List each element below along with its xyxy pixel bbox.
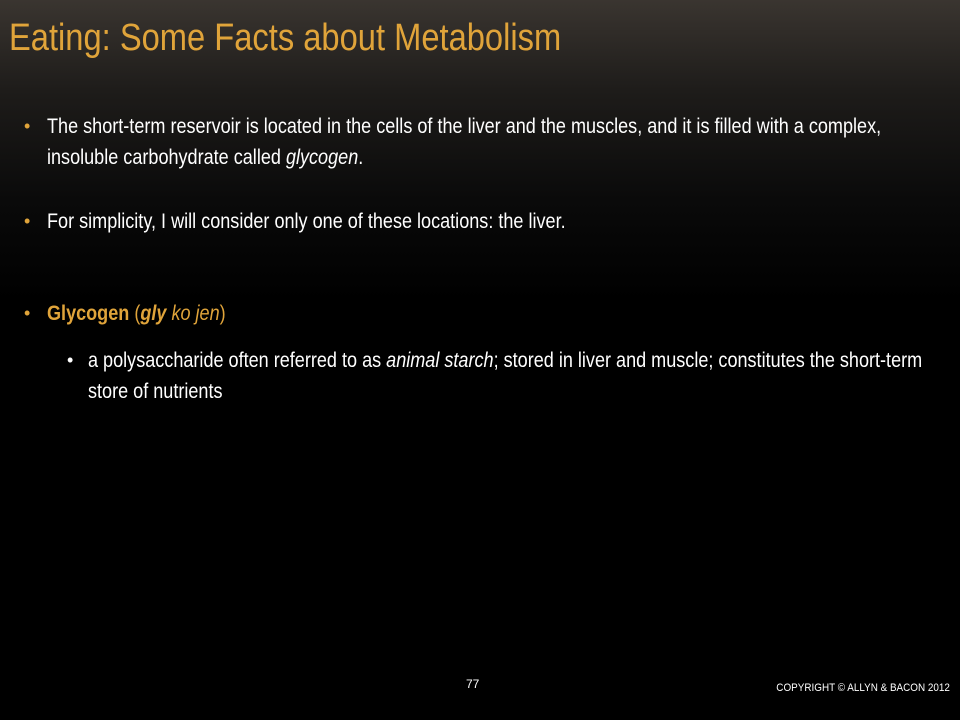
bullet-dot-icon: • — [24, 211, 31, 231]
glossary-term — [47, 298, 933, 329]
bullet-text-part: a polysaccharide often referred to as — [88, 349, 387, 372]
bullet-text-part: . — [358, 146, 364, 169]
animal-starch-term: animal starch — [386, 349, 494, 372]
bullet-item-reservoir — [24, 111, 960, 173]
bullet-item-glycogen-definition — [24, 298, 960, 329]
bullet-text-part: The short-term reservoir is located in the cells of the liver and the muscles, and it is filled with a complex, insoluble carbohydrate called — [47, 115, 882, 169]
pronunciation-paren: ( — [129, 302, 141, 325]
bullet-dot-icon: • — [24, 116, 31, 136]
pronunciation-paren: ) — [219, 302, 226, 325]
bullet-dot-icon: • — [67, 350, 74, 370]
pronunciation-stress: gly — [140, 302, 167, 325]
glossary-term-word: Glycogen — [47, 302, 130, 325]
sub-bullet-item-definition — [67, 345, 960, 407]
bullet-text — [88, 345, 931, 407]
pronunciation-rest: ko jen — [166, 302, 220, 325]
bullet-dot-icon: • — [24, 303, 31, 323]
bullet-item-simplicity — [24, 206, 960, 237]
slide-title: Eating: Some Facts about Metabolism — [9, 17, 562, 59]
copyright-notice: COPYRIGHT © ALLYN & BACON 2012 — [776, 682, 950, 694]
bullet-text — [47, 111, 933, 173]
glycogen-term: glycogen — [285, 146, 359, 169]
bullet-text-part: ; stored in liver and muscle; constitutes the short-term store of nutrients — [88, 349, 923, 403]
bullet-text: For simplicity, I will consider only one of these locations: the liver. — [47, 210, 566, 233]
page-number: 77 — [466, 677, 480, 691]
